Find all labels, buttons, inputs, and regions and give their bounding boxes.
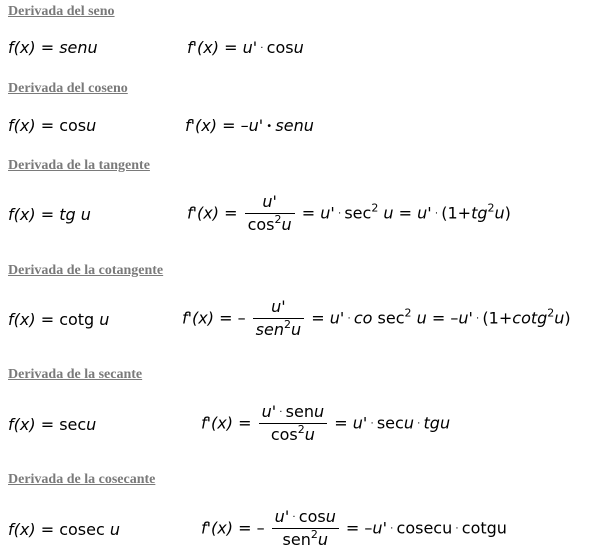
fraction-tangente: $\frac{u'}{\cos^2u}$ [245,193,295,235]
heading-derivada-cotangente: Derivada de la cotangente [8,263,164,278]
formula-cosecante-function: f(x) = cosec u [8,520,120,539]
formula-cosecante-derivative: f'(x) = – $\frac{u' \cdot \cos u}{sen^2u}$ = –u' · cosecu · cotgu [201,507,507,550]
formula-tangente-function: f(x) = tg u [8,205,91,224]
fraction-secante: $\frac{\text{u' · senu}}{\cos^2u}$ [259,403,328,445]
fraction-cosecante: $\frac{u' \cdot \cos u}{sen^2u}$ [272,508,339,550]
formula-seno-derivative: f'(x) = u' · cosu [187,38,304,57]
formula-coseno-function: f(x) = cosu [8,116,97,135]
heading-derivada-cosecante: Derivada de la cosecante [8,472,156,487]
formula-coseno-derivative: f'(x) = –u' • senu [185,116,314,135]
formula-tangente-derivative: f'(x) = $\frac{u'}{\cos^2u}$ = $u' \cdot \sec^2 u = u' \cdot (1+tg^2u)$ [187,192,511,235]
formula-cotangente-function: f(x) = cotg u [8,310,110,329]
heading-derivada-tangente: Derivada de la tangente [8,158,150,173]
heading-derivada-coseno: Derivada del coseno [8,81,128,96]
formula-cotangente-derivative: f'(x) = – $\frac{u'}{sen^2u}$ = u' · co $\sec^2 u = -u' \cdot (1+\cot g^2u)$ [182,297,571,340]
formula-secante-derivative: f'(x) = $\frac{\text{u' · senu}}{\cos^2u}$ = u' · secu · tgu [201,402,451,445]
formula-secante-function: f(x) = secu [8,415,97,434]
heading-derivada-seno: Derivada del seno [8,4,115,19]
heading-derivada-secante: Derivada de la secante [8,367,143,382]
fraction-cotangente: $\frac{u'}{sen^2u}$ [253,298,304,340]
formula-seno-function: f(x) = senu [8,38,98,57]
